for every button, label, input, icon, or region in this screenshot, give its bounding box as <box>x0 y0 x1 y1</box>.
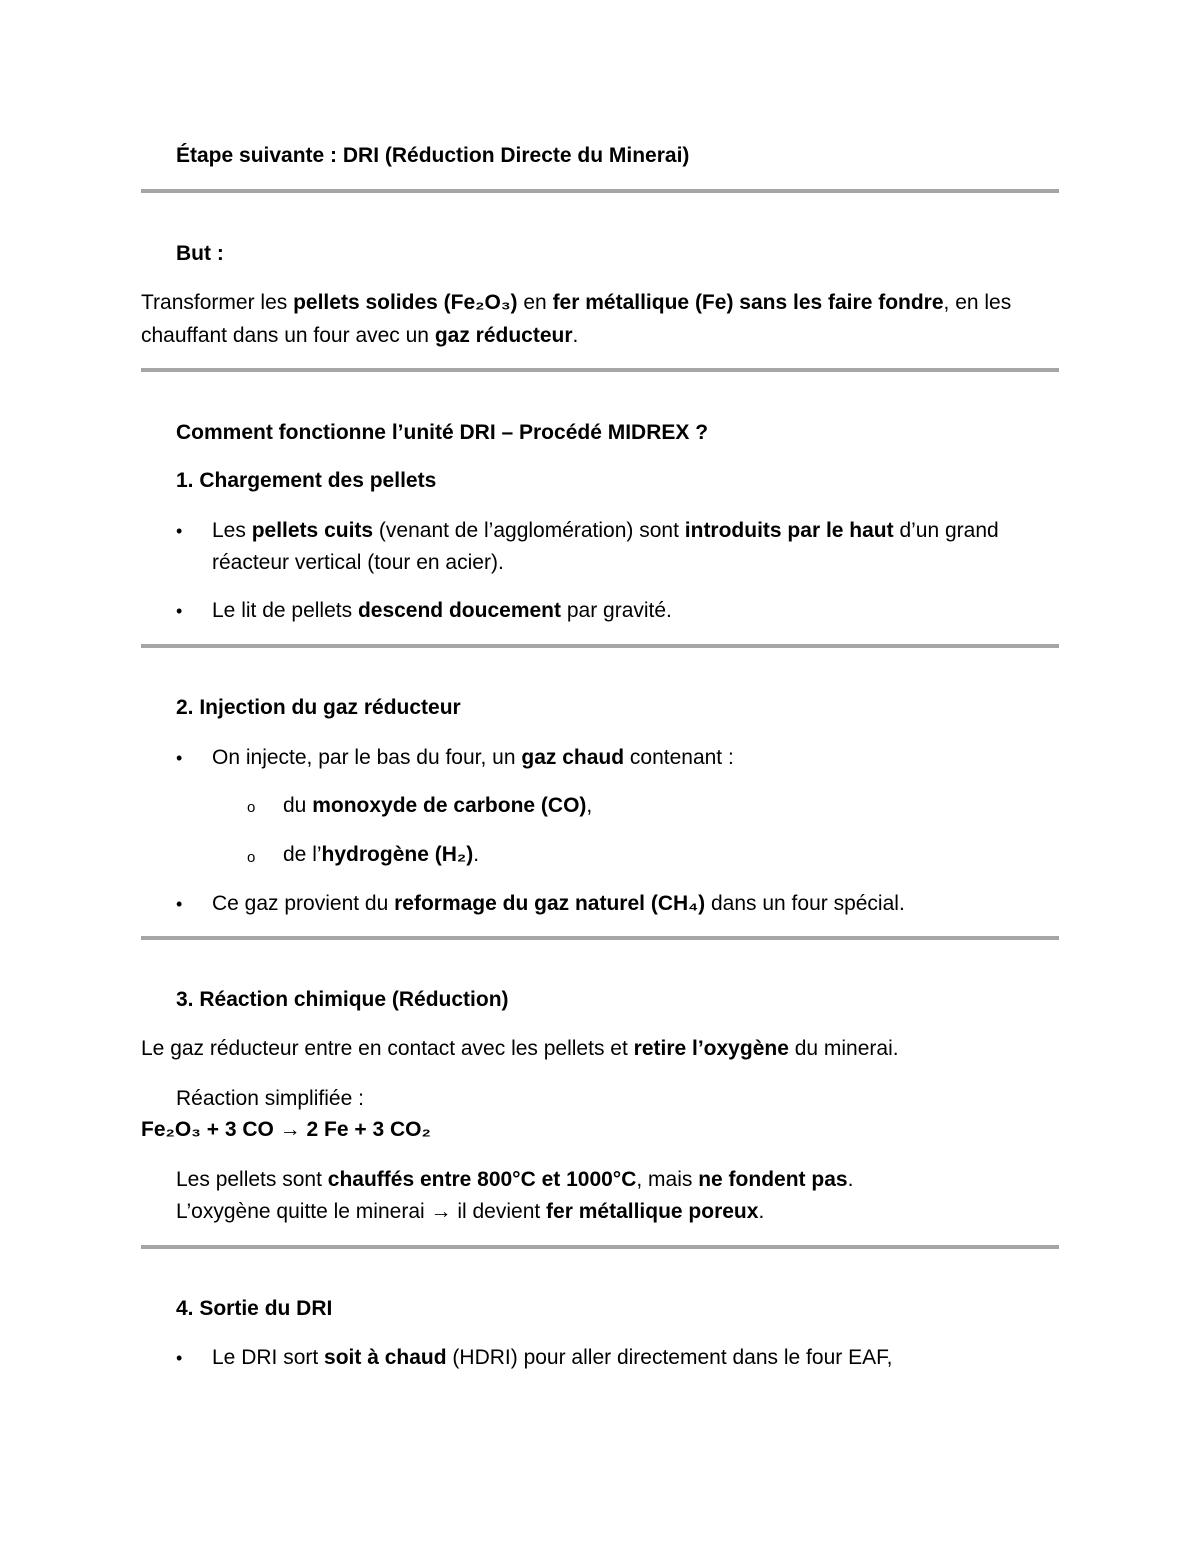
step4-bullet1 <box>212 1345 892 1371</box>
text-run: contenant : <box>624 746 734 769</box>
but-paragraph-line-1 <box>141 290 1011 316</box>
text-run: Le gaz réducteur entre en contact avec les pellets et <box>141 1037 634 1060</box>
text-run: (HDRI) pour aller directement dans le four EAF, <box>446 1346 893 1369</box>
horizontal-rule <box>141 644 1059 648</box>
page-title: Étape suivante : DRI (Réduction Directe du Minerai) <box>176 144 690 167</box>
bold-text-run: introduits par le haut <box>684 519 894 542</box>
step3-paragraph <box>141 1036 899 1062</box>
text-run: réacteur vertical (tour en acier). <box>212 551 504 574</box>
text-run: Les <box>212 519 252 542</box>
sub-bullet-icon: o <box>247 849 256 866</box>
text-run: Transformer les <box>141 291 294 314</box>
bold-text-run: fer métallique (Fe) <box>552 291 734 314</box>
bullet-icon: • <box>176 894 183 914</box>
text-run: L’oxygène quitte le minerai → il devient <box>176 1200 547 1223</box>
reaction-equation: Fe₂O₃ + 3 CO → 2 Fe + 3 CO₂ <box>141 1118 431 1141</box>
text-run: du <box>283 794 313 817</box>
bullet-icon: • <box>176 521 183 541</box>
horizontal-rule <box>141 189 1059 193</box>
step3-heading: 3. Réaction chimique (Réduction) <box>176 988 509 1011</box>
text-run: , en les <box>943 291 1012 314</box>
text-run: d’un grand <box>893 519 999 542</box>
bold-text-run: monoxyde de carbone (CO) <box>312 794 587 817</box>
text-run: . <box>847 1168 854 1191</box>
bold-text-run: sans les faire fondre <box>739 291 944 314</box>
horizontal-rule <box>141 936 1059 940</box>
bold-text-run: soit à chaud <box>324 1346 447 1369</box>
step2-sub-bullet2 <box>283 842 479 868</box>
text-run: Ce gaz provient du <box>212 892 395 915</box>
horizontal-rule <box>141 1245 1059 1249</box>
text-run: Les pellets sont <box>176 1168 328 1191</box>
text-run: du minerai. <box>788 1037 899 1060</box>
reaction-label: Réaction simplifiée : <box>176 1087 364 1110</box>
bold-text-run: descend doucement <box>357 599 561 622</box>
bold-text-run: gaz réducteur <box>434 324 573 347</box>
step2-bullet2 <box>212 891 905 917</box>
but-paragraph-line-2 <box>141 323 578 349</box>
step2-heading: 2. Injection du gaz réducteur <box>176 696 461 719</box>
step1-bullet2 <box>212 598 672 624</box>
text-run: Le lit de pellets <box>212 599 358 622</box>
step3-paragraph-2 <box>176 1167 853 1193</box>
bold-text-run: hydrogène (H₂) <box>321 843 474 866</box>
horizontal-rule <box>141 368 1059 372</box>
bullet-icon: • <box>176 1348 183 1368</box>
text-run: . <box>473 843 480 866</box>
step3-paragraph-3 <box>176 1199 764 1225</box>
text-run: en <box>517 291 553 314</box>
step1-bullet1-line2 <box>212 550 504 576</box>
but-heading: But : <box>176 242 224 265</box>
bold-text-run: ne fondent pas <box>698 1168 848 1191</box>
text-run: dans un four spécial. <box>705 892 905 915</box>
text-run: (venant de l’agglomération) sont <box>373 519 685 542</box>
bold-text-run: pellets solides (Fe₂O₃) <box>293 291 518 314</box>
text-run: de l’ <box>283 843 322 866</box>
bold-text-run: chauffés entre 800°C et 1000°C <box>327 1168 637 1191</box>
sub-bullet-icon: o <box>247 799 256 816</box>
text-run: chauffant dans un four avec un <box>141 324 435 347</box>
bold-text-run: retire l’oxygène <box>633 1037 789 1060</box>
text-run: par gravité. <box>561 599 672 622</box>
text-run: . <box>572 324 579 347</box>
text-run: On injecte, par le bas du four, un <box>212 746 522 769</box>
bullet-icon: • <box>176 748 183 768</box>
step4-heading: 4. Sortie du DRI <box>176 1297 333 1320</box>
bold-text-run: pellets cuits <box>251 519 374 542</box>
text-run: Le DRI sort <box>212 1346 325 1369</box>
bold-text-run: reformage du gaz naturel (CH₄) <box>394 892 706 915</box>
step1-heading: 1. Chargement des pellets <box>176 469 437 492</box>
bold-text-run: fer métallique poreux <box>546 1200 759 1223</box>
step2-sub-bullet1 <box>283 793 592 819</box>
section-heading: Comment fonctionne l’unité DRI – Procédé MIDREX ? <box>176 421 709 444</box>
text-run: . <box>758 1200 765 1223</box>
text-run: , mais <box>636 1168 699 1191</box>
text-run: , <box>586 794 593 817</box>
step1-bullet1-line1 <box>212 518 999 544</box>
bullet-icon: • <box>176 601 183 621</box>
bold-text-run: gaz chaud <box>521 746 625 769</box>
step2-bullet1 <box>212 745 734 771</box>
